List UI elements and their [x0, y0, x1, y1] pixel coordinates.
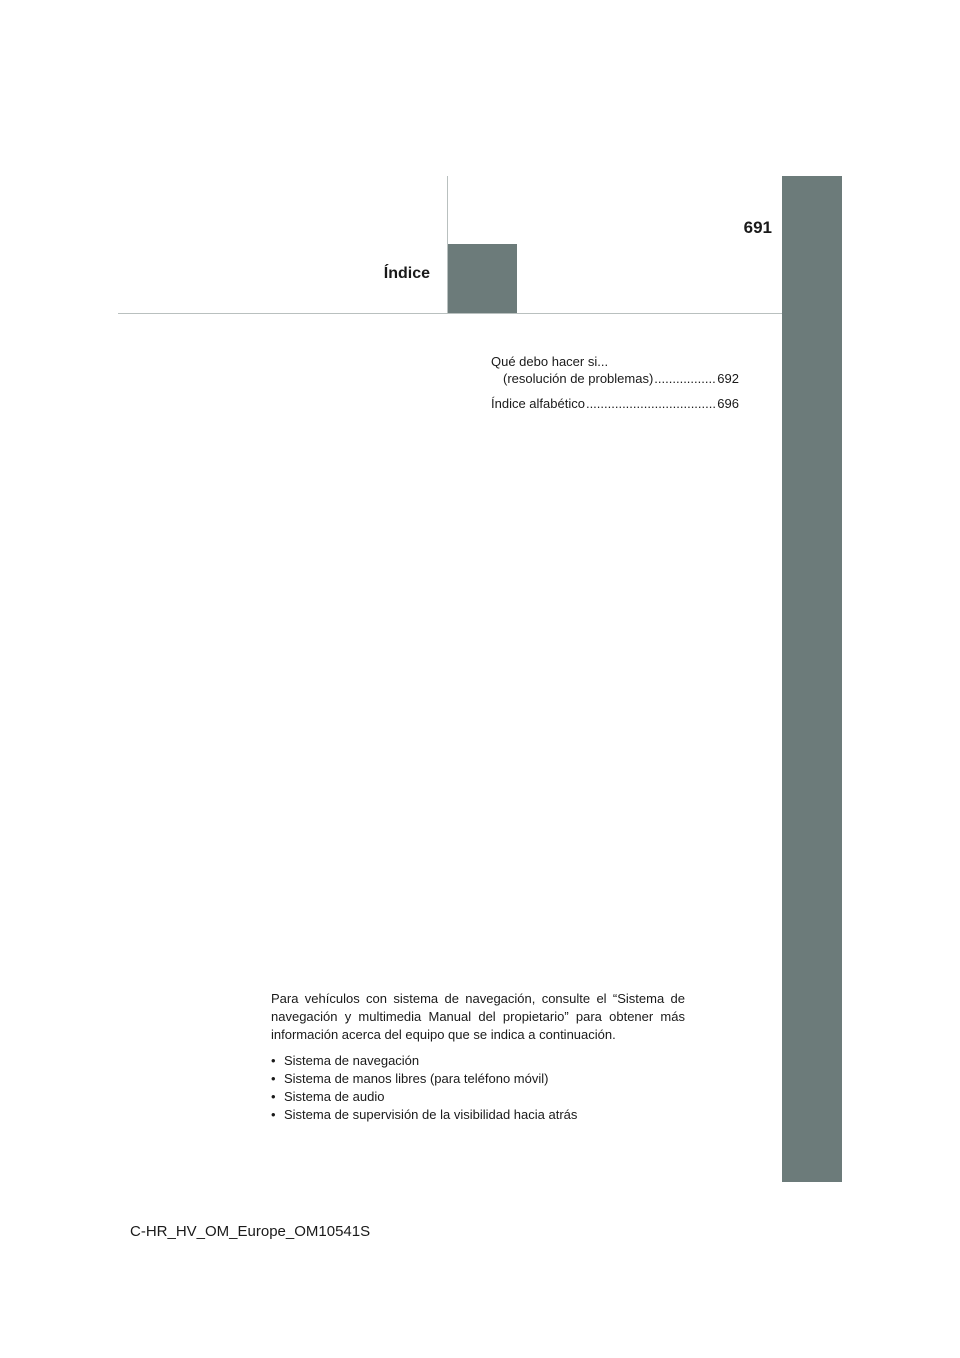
side-chapter-tab — [782, 176, 842, 1182]
list-item-text: Sistema de navegación — [284, 1053, 420, 1068]
toc-entry-subtitle: (resolución de problemas) — [503, 371, 654, 386]
toc-entry-page: 692 — [717, 371, 739, 386]
navigation-system-note — [271, 990, 685, 1124]
toc-line — [491, 395, 739, 412]
section-title: Índice — [383, 265, 430, 282]
document-code-footer: C-HR_HV_OM_Europe_OM10541S — [130, 1223, 371, 1240]
section-color-block — [448, 244, 517, 313]
header-horizontal-rule — [118, 313, 782, 314]
list-item-text: Sistema de supervisión de la visibilidad hacia atrás — [284, 1107, 578, 1122]
note-paragraph: Para vehículos con sistema de navegación, consulte el “Sistema de navegación y multimedia Manual del propietario” para obtener más información acerca del equipo que se indica a continuación. — [271, 991, 685, 1042]
toc-entry-title: Qué debo hacer si... — [491, 354, 609, 369]
bullet-icon: • — [271, 1071, 276, 1086]
toc-line — [491, 353, 739, 370]
bullet-icon: • — [271, 1089, 276, 1104]
toc-entry-title: Índice alfabético — [491, 396, 585, 411]
table-of-contents — [491, 353, 739, 420]
toc-leader-dots — [654, 370, 716, 387]
list-item — [271, 1070, 685, 1088]
list-item — [271, 1106, 685, 1124]
equipment-list — [271, 1052, 685, 1124]
list-item — [271, 1052, 685, 1070]
toc-entry-alphabetical-index[interactable] — [491, 395, 739, 412]
toc-leader-dots — [586, 395, 716, 412]
toc-entry-page: 696 — [717, 396, 739, 411]
list-item — [271, 1088, 685, 1106]
toc-line — [491, 370, 739, 387]
toc-entry-troubleshooting[interactable] — [491, 353, 739, 387]
page-number: 691 — [743, 218, 772, 237]
list-item-text: Sistema de manos libres (para teléfono móvil) — [284, 1071, 549, 1086]
bullet-icon: • — [271, 1053, 276, 1068]
list-item-text: Sistema de audio — [284, 1089, 385, 1104]
bullet-icon: • — [271, 1107, 276, 1122]
